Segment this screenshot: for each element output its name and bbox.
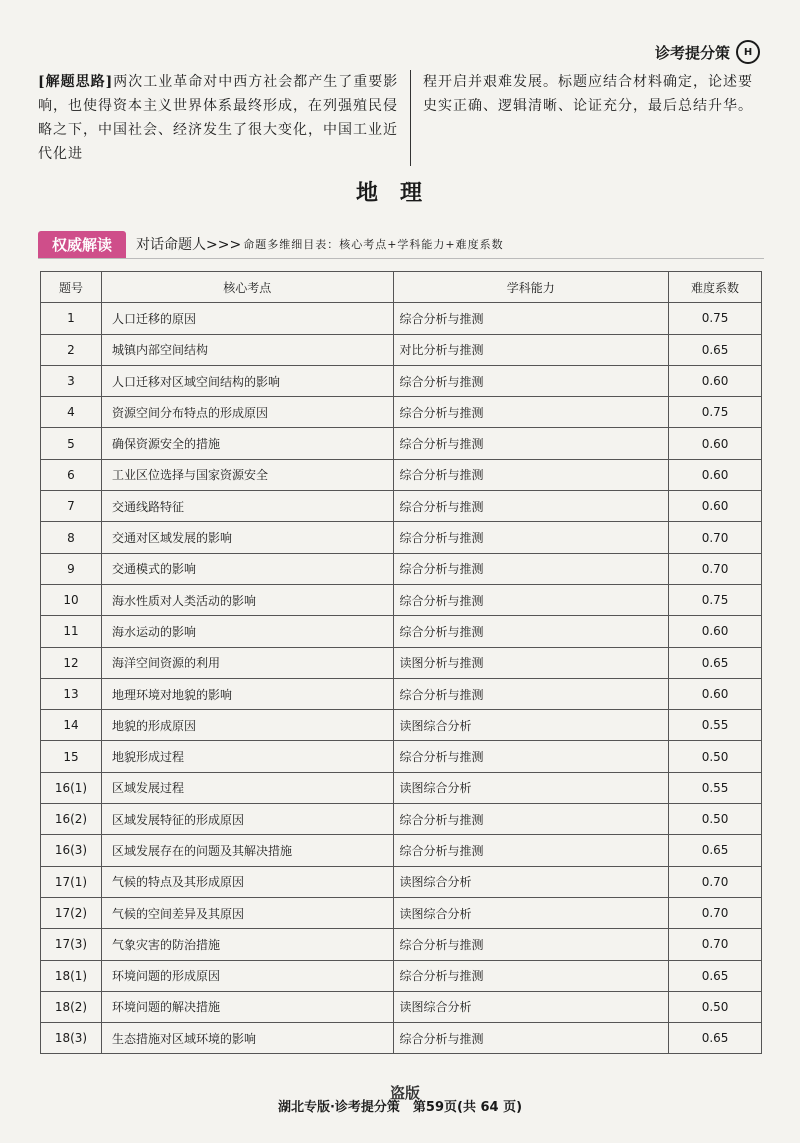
cell-difficulty: 0.75: [669, 397, 762, 428]
cell-no: 17(3): [41, 929, 102, 960]
table-row: [41, 584, 762, 615]
cell-ability: 读图分析与推测: [393, 647, 669, 678]
cell-topic: 生态措施对区域环境的影响: [101, 1023, 393, 1054]
table-row: [41, 491, 762, 522]
cell-difficulty: 0.50: [669, 804, 762, 835]
brand-name: 诊考提分策: [654, 43, 730, 62]
subject-title: 地理: [355, 181, 444, 206]
cell-no: 18(3): [41, 1023, 102, 1054]
cell-no: 18(2): [41, 991, 102, 1022]
cell-no: 11: [41, 616, 102, 647]
cell-no: 2: [41, 334, 102, 365]
cell-topic: 确保资源安全的措施: [101, 428, 393, 459]
cell-ability: 读图综合分析: [393, 772, 669, 803]
cell-topic: 城镇内部空间结构: [101, 334, 393, 365]
cell-ability: 综合分析与推测: [393, 365, 669, 396]
cell-difficulty: 0.65: [669, 960, 762, 991]
brand-logo-icon: H: [736, 40, 760, 64]
cell-topic: 气候的特点及其形成原因: [101, 866, 393, 897]
cell-no: 9: [41, 553, 102, 584]
cell-no: 18(1): [41, 960, 102, 991]
cell-difficulty: 0.50: [669, 991, 762, 1022]
cell-topic: 交通对区域发展的影响: [101, 522, 393, 553]
cell-no: 17(2): [41, 897, 102, 928]
cell-topic: 环境问题的形成原因: [101, 960, 393, 991]
table-row: [41, 678, 762, 709]
cell-no: 7: [41, 491, 102, 522]
table-row: [41, 772, 762, 803]
cell-topic: 环境问题的解决措施: [101, 991, 393, 1022]
cell-no: 8: [41, 522, 102, 553]
cell-difficulty: 0.60: [669, 616, 762, 647]
cell-difficulty: 0.65: [669, 1023, 762, 1054]
table-row: [41, 334, 762, 365]
cell-no: 16(2): [41, 804, 102, 835]
cell-ability: 对比分析与推测: [393, 334, 669, 365]
banner-subtitle: 命题多维细目表：核心考点+学科能力+难度系数: [243, 238, 504, 251]
cell-ability: 综合分析与推测: [393, 678, 669, 709]
table-body: [41, 303, 762, 1054]
intro-right-text: 程开启并艰难发展。标题应结合材料确定，论述要史实正确、逻辑清晰、论证充分，最后总结升华。: [423, 74, 753, 114]
cell-ability: 综合分析与推测: [393, 741, 669, 772]
cell-topic: 海水运动的影响: [101, 616, 393, 647]
table-row: [41, 929, 762, 960]
cell-no: 14: [41, 710, 102, 741]
cell-topic: 区域发展过程: [101, 772, 393, 803]
table-row: [41, 397, 762, 428]
cell-ability: 综合分析与推测: [393, 960, 669, 991]
cell-topic: 地貌形成过程: [101, 741, 393, 772]
cell-topic: 海水性质对人类活动的影响: [101, 584, 393, 615]
cell-no: 15: [41, 741, 102, 772]
header-no: 题号: [41, 272, 102, 303]
spec-table: [40, 271, 762, 1054]
cell-ability: 综合分析与推测: [393, 616, 669, 647]
cell-topic: 交通线路特征: [101, 491, 393, 522]
page-footer: 湖北专版·诊考提分策 第59页(共 64 页): [277, 1100, 523, 1115]
cell-difficulty: 0.70: [669, 866, 762, 897]
cell-no: 3: [41, 365, 102, 396]
intro-section: [38, 70, 764, 166]
cell-no: 4: [41, 397, 102, 428]
intro-left-column: [38, 70, 411, 166]
cell-ability: 读图综合分析: [393, 991, 669, 1022]
table-header-row: [41, 272, 762, 303]
cell-difficulty: 0.75: [669, 584, 762, 615]
cell-difficulty: 0.65: [669, 835, 762, 866]
cell-difficulty: 0.60: [669, 428, 762, 459]
table-row: [41, 553, 762, 584]
cell-no: 12: [41, 647, 102, 678]
cell-topic: 人口迁移的原因: [101, 303, 393, 334]
table-row: [41, 741, 762, 772]
cell-difficulty: 0.60: [669, 491, 762, 522]
cell-ability: 综合分析与推测: [393, 929, 669, 960]
header-ability: 学科能力: [393, 272, 669, 303]
table-row: [41, 897, 762, 928]
cell-ability: 综合分析与推测: [393, 397, 669, 428]
cell-difficulty: 0.70: [669, 897, 762, 928]
cell-topic: 资源空间分布特点的形成原因: [101, 397, 393, 428]
table-row: [41, 428, 762, 459]
section-banner: [38, 230, 764, 259]
header-difficulty: 难度系数: [669, 272, 762, 303]
table-row: [41, 1023, 762, 1054]
cell-ability: 综合分析与推测: [393, 522, 669, 553]
cell-no: 10: [41, 584, 102, 615]
cell-ability: 综合分析与推测: [393, 303, 669, 334]
cell-difficulty: 0.60: [669, 365, 762, 396]
table-row: [41, 991, 762, 1022]
cell-topic: 气候的空间差异及其原因: [101, 897, 393, 928]
cell-difficulty: 0.60: [669, 459, 762, 490]
cell-ability: 读图综合分析: [393, 866, 669, 897]
cell-difficulty: 0.65: [669, 647, 762, 678]
cell-difficulty: 0.70: [669, 522, 762, 553]
cell-no: 16(3): [41, 835, 102, 866]
table-row: [41, 616, 762, 647]
cell-ability: 综合分析与推测: [393, 804, 669, 835]
cell-no: 5: [41, 428, 102, 459]
brand: [655, 40, 760, 64]
cell-topic: 人口迁移对区域空间结构的影响: [101, 365, 393, 396]
intro-lead: [解题思路]: [38, 74, 114, 90]
cell-difficulty: 0.60: [669, 678, 762, 709]
cell-difficulty: 0.50: [669, 741, 762, 772]
cell-difficulty: 0.70: [669, 553, 762, 584]
cell-no: 13: [41, 678, 102, 709]
cell-ability: 综合分析与推测: [393, 584, 669, 615]
cell-no: 17(1): [41, 866, 102, 897]
intro-right-column: [411, 70, 764, 166]
cell-ability: 综合分析与推测: [393, 428, 669, 459]
table-row: [41, 647, 762, 678]
cell-ability: 读图综合分析: [393, 710, 669, 741]
cell-difficulty: 0.55: [669, 772, 762, 803]
table-row: [41, 804, 762, 835]
header-topic: 核心考点: [101, 272, 393, 303]
cell-ability: 读图综合分析: [393, 897, 669, 928]
cell-difficulty: 0.70: [669, 929, 762, 960]
cell-topic: 区域发展特征的形成原因: [101, 804, 393, 835]
table-row: [41, 960, 762, 991]
table-row: [41, 835, 762, 866]
cell-no: 16(1): [41, 772, 102, 803]
cell-topic: 区域发展存在的问题及其解决措施: [101, 835, 393, 866]
cell-difficulty: 0.65: [669, 334, 762, 365]
table-row: [41, 459, 762, 490]
watermark-stamp: 盗版: [390, 1084, 421, 1102]
cell-difficulty: 0.75: [669, 303, 762, 334]
cell-ability: 综合分析与推测: [393, 1023, 669, 1054]
cell-topic: 海洋空间资源的利用: [101, 647, 393, 678]
cell-ability: 综合分析与推测: [393, 459, 669, 490]
banner-title: 对话命题人>>>: [136, 237, 242, 253]
cell-topic: 交通模式的影响: [101, 553, 393, 584]
cell-no: 1: [41, 303, 102, 334]
cell-topic: 气象灾害的防治措施: [101, 929, 393, 960]
table-row: [41, 710, 762, 741]
cell-ability: 综合分析与推测: [393, 553, 669, 584]
cell-topic: 地貌的形成原因: [101, 710, 393, 741]
cell-ability: 综合分析与推测: [393, 491, 669, 522]
cell-no: 6: [41, 459, 102, 490]
banner-tag: 权威解读: [38, 231, 126, 258]
table-row: [41, 303, 762, 334]
cell-topic: 地理环境对地貌的影响: [101, 678, 393, 709]
table-row: [41, 866, 762, 897]
cell-ability: 综合分析与推测: [393, 835, 669, 866]
table-row: [41, 365, 762, 396]
intro-left-text: 两次工业革命对中西方社会都产生了重要影响，也使得资本主义世界体系最终形成，在列强殖民侵略之下，中国社会、经济发生了很大变化，中国工业近代化进: [38, 74, 399, 162]
cell-topic: 工业区位选择与国家资源安全: [101, 459, 393, 490]
table-row: [41, 522, 762, 553]
cell-difficulty: 0.55: [669, 710, 762, 741]
